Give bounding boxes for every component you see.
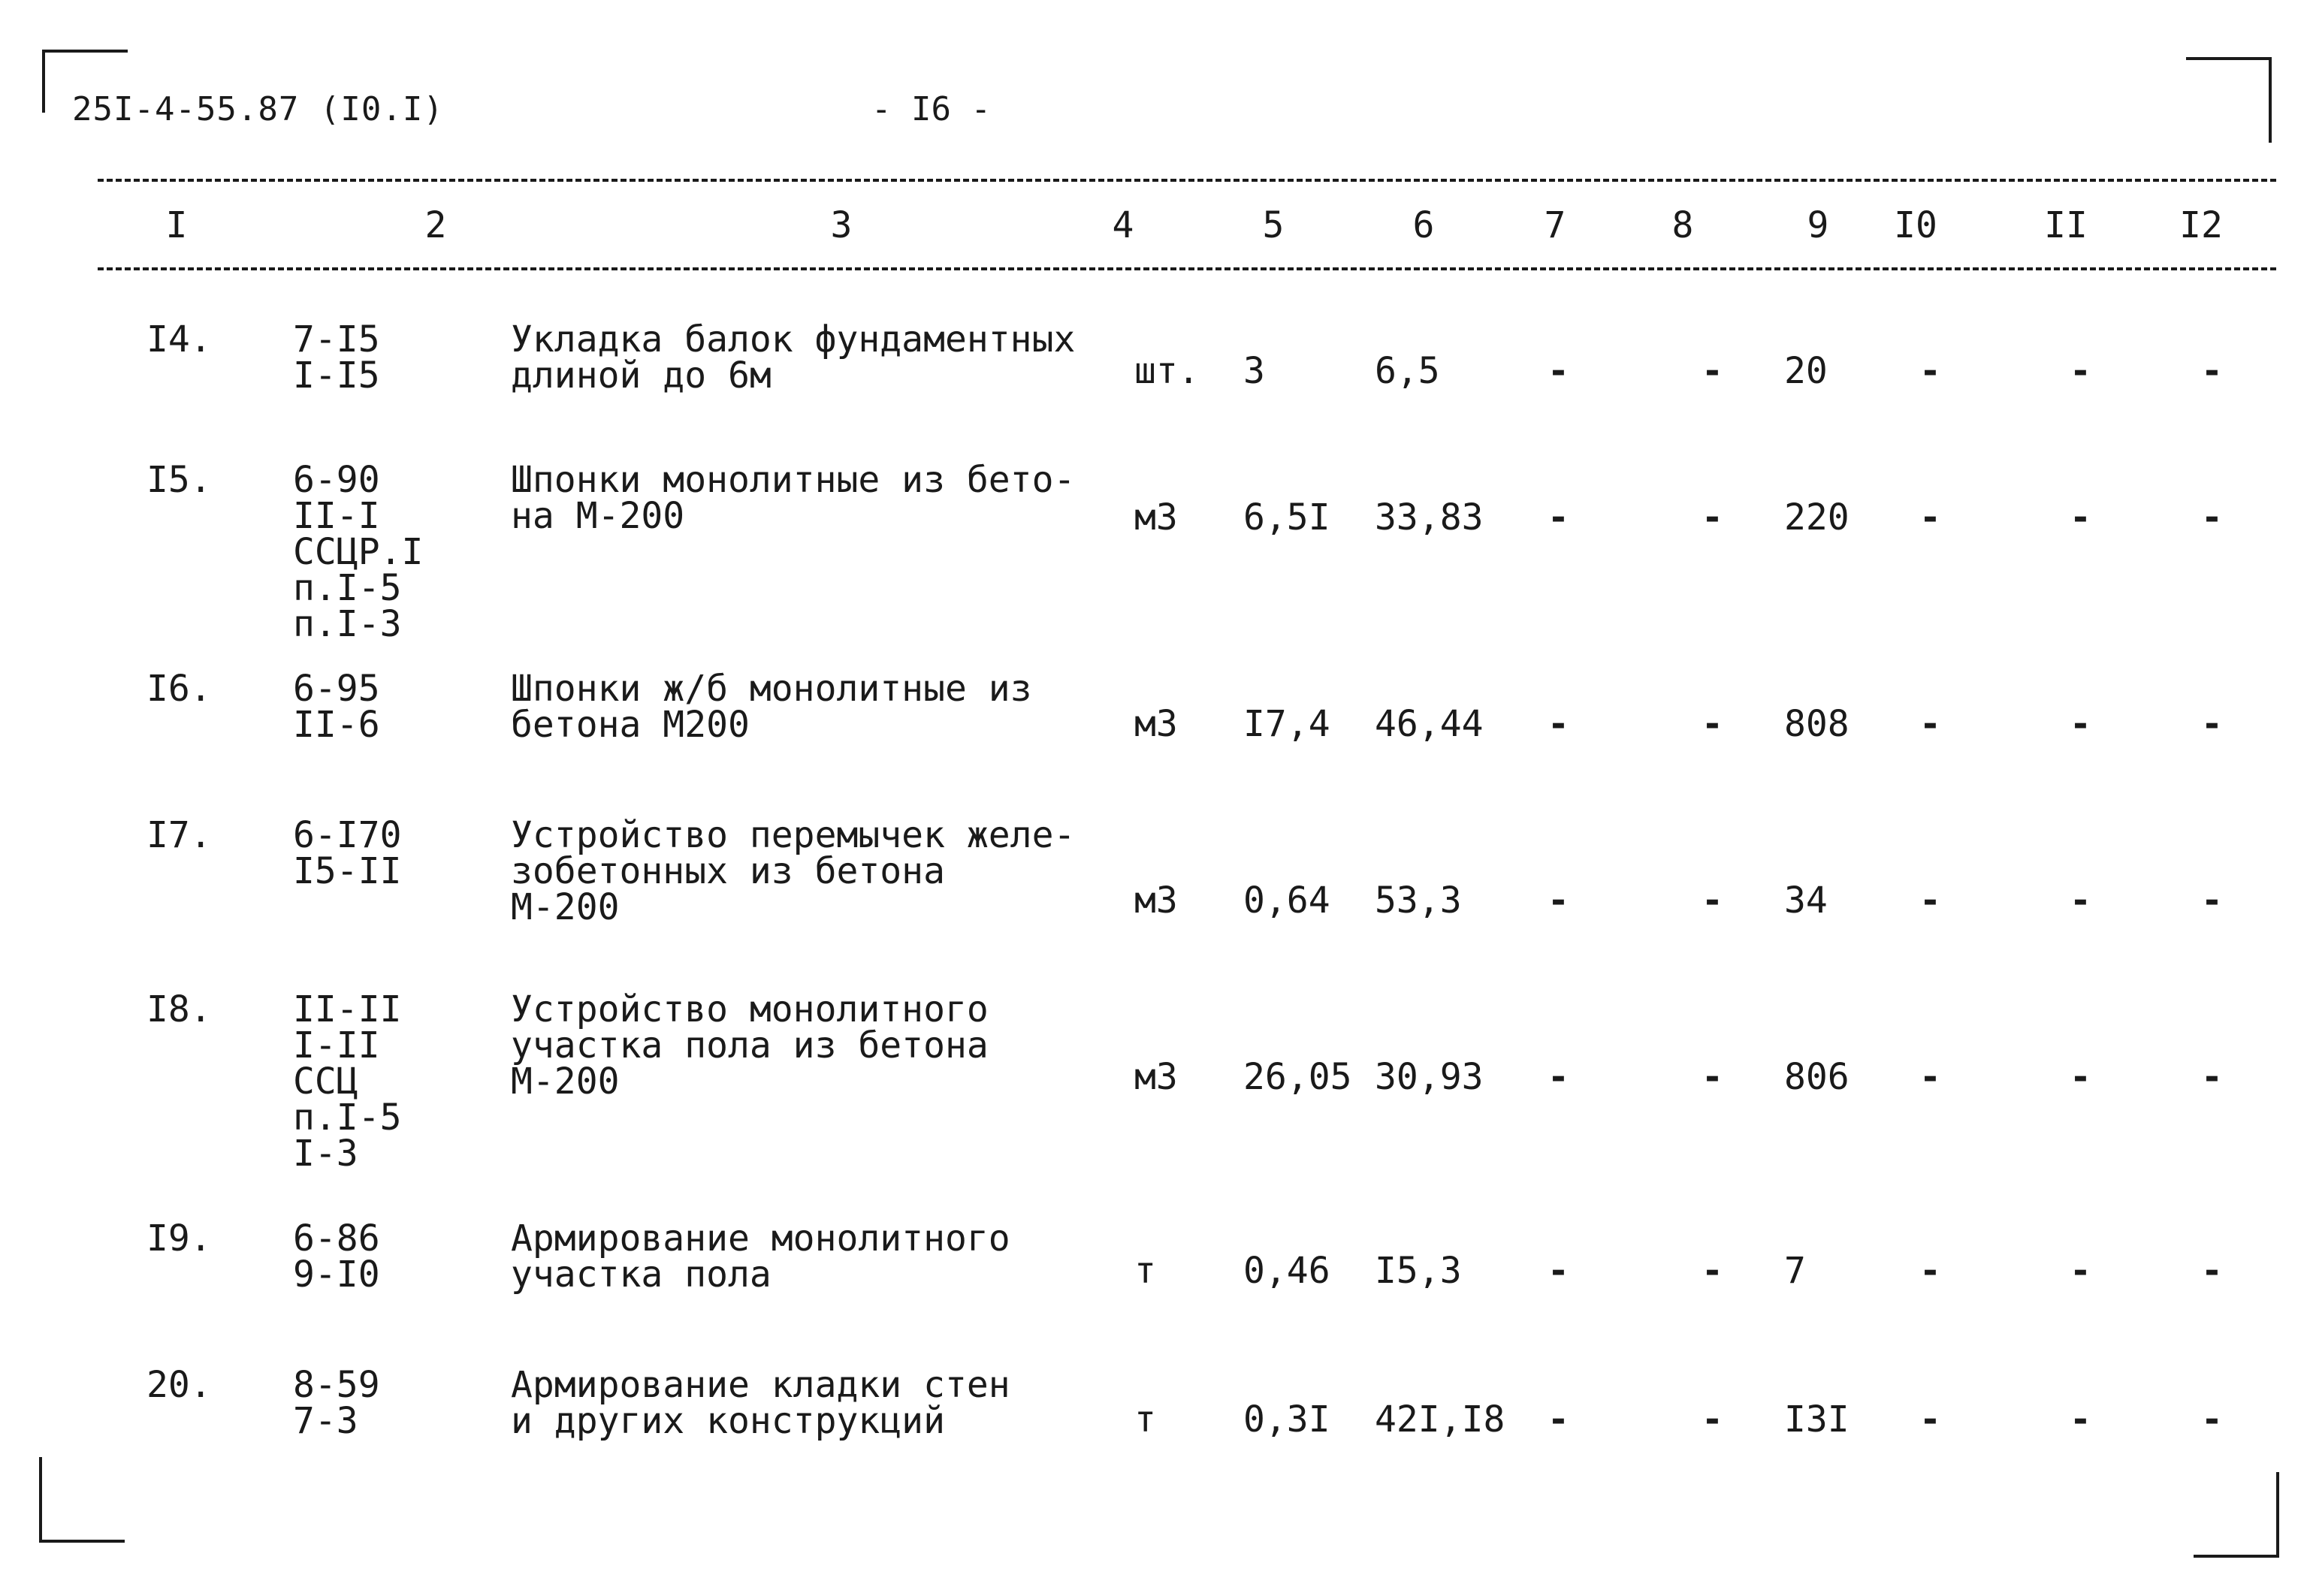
empty-cell-dash: - xyxy=(1919,879,1941,922)
quantity-value: 0,64 xyxy=(1243,879,1330,922)
empty-cell-dash: - xyxy=(1548,1056,1569,1098)
work-description-line: участка пола xyxy=(511,1254,772,1296)
unit-of-measure: м3 xyxy=(1134,496,1178,539)
empty-cell-dash: - xyxy=(2070,350,2091,392)
norm-reference-line: 6-I70 xyxy=(293,814,402,856)
empty-cell-dash: - xyxy=(1919,1398,1941,1441)
document-code: 25I-4-55.87 (I0.I) xyxy=(72,90,444,128)
norm-reference-line: 6-90 xyxy=(293,459,380,501)
empty-cell-dash: - xyxy=(2201,703,2223,745)
empty-cell-dash: - xyxy=(1702,1056,1723,1098)
empty-cell-dash: - xyxy=(1919,350,1941,392)
row-number: I5. xyxy=(146,459,212,501)
unit-cost-value: 46,44 xyxy=(1375,703,1484,745)
empty-cell-dash: - xyxy=(1548,1250,1569,1292)
unit-cost-value: 53,3 xyxy=(1375,879,1462,922)
work-description-line: М-200 xyxy=(511,1060,620,1103)
norm-reference-line: I-3 xyxy=(293,1133,358,1175)
quantity-value: 3 xyxy=(1243,350,1265,392)
table-header-bottom-rule xyxy=(98,267,2276,270)
norm-reference-line: II-II xyxy=(293,988,402,1030)
column-header-7: 7 xyxy=(1544,204,1566,246)
norm-reference-line: ССЦ xyxy=(293,1060,358,1103)
empty-cell-dash: - xyxy=(2070,703,2091,745)
work-description-line: Армирование монолитного xyxy=(511,1217,1010,1260)
total-value: 806 xyxy=(1784,1056,1850,1098)
total-value: 34 xyxy=(1784,879,1828,922)
column-header-3: 3 xyxy=(830,204,853,246)
norm-reference-line: ССЦР.I xyxy=(293,531,424,573)
corner-mark-bottom-left xyxy=(39,1457,125,1543)
column-header-5: 5 xyxy=(1262,204,1285,246)
empty-cell-dash: - xyxy=(1702,879,1723,922)
quantity-value: I7,4 xyxy=(1243,703,1330,745)
norm-reference-line: п.I-5 xyxy=(293,1097,402,1139)
unit-of-measure: м3 xyxy=(1134,879,1178,922)
empty-cell-dash: - xyxy=(2070,1250,2091,1292)
page-number: - I6 - xyxy=(871,90,991,128)
total-value: 7 xyxy=(1784,1250,1806,1292)
empty-cell-dash: - xyxy=(1548,496,1569,539)
empty-cell-dash: - xyxy=(1702,496,1723,539)
quantity-value: 26,05 xyxy=(1243,1056,1352,1098)
empty-cell-dash: - xyxy=(1702,1250,1723,1292)
unit-cost-value: I5,3 xyxy=(1375,1250,1462,1292)
empty-cell-dash: - xyxy=(1919,1056,1941,1098)
unit-cost-value: 6,5 xyxy=(1375,350,1440,392)
work-description-line: участка пола из бетона xyxy=(511,1024,989,1067)
column-header-9: 9 xyxy=(1807,204,1829,246)
norm-reference-line: 6-86 xyxy=(293,1217,380,1260)
work-description-line: Шпонки монолитные из бето- xyxy=(511,459,1076,501)
unit-of-measure: т xyxy=(1134,1398,1156,1441)
total-value: 220 xyxy=(1784,496,1850,539)
norm-reference-line: II-I xyxy=(293,495,380,537)
unit-cost-value: 30,93 xyxy=(1375,1056,1484,1098)
empty-cell-dash: - xyxy=(2070,1398,2091,1441)
empty-cell-dash: - xyxy=(2070,879,2091,922)
norm-reference-line: 7-I5 xyxy=(293,318,380,361)
work-description-line: длиной до 6м xyxy=(511,354,772,397)
empty-cell-dash: - xyxy=(2201,879,2223,922)
row-number: I6. xyxy=(146,668,212,710)
unit-cost-value: 33,83 xyxy=(1375,496,1484,539)
quantity-value: 0,3I xyxy=(1243,1398,1330,1441)
column-header-8: 8 xyxy=(1671,204,1694,246)
work-description-line: на М-200 xyxy=(511,495,685,537)
work-description-line: Устройство монолитного xyxy=(511,988,989,1030)
work-description-line: М-200 xyxy=(511,886,620,928)
unit-of-measure: шт. xyxy=(1134,350,1200,392)
empty-cell-dash: - xyxy=(2201,350,2223,392)
unit-of-measure: т xyxy=(1134,1250,1156,1292)
column-header-11: II xyxy=(2044,204,2088,246)
norm-reference-line: 9-I0 xyxy=(293,1254,380,1296)
empty-cell-dash: - xyxy=(2201,496,2223,539)
quantity-value: 0,46 xyxy=(1243,1250,1330,1292)
empty-cell-dash: - xyxy=(1919,703,1941,745)
empty-cell-dash: - xyxy=(1919,496,1941,539)
column-header-6: 6 xyxy=(1412,204,1435,246)
work-description-line: Армирование кладки стен xyxy=(511,1364,1010,1406)
column-header-1: I xyxy=(165,204,188,246)
norm-reference-line: п.I-5 xyxy=(293,567,402,609)
norm-reference-line: 7-3 xyxy=(293,1400,358,1442)
empty-cell-dash: - xyxy=(2070,1056,2091,1098)
empty-cell-dash: - xyxy=(1702,1398,1723,1441)
work-description-line: и других конструкций xyxy=(511,1400,945,1442)
norm-reference-line: I5-II xyxy=(293,850,402,892)
empty-cell-dash: - xyxy=(2070,496,2091,539)
row-number: 20. xyxy=(146,1364,212,1406)
empty-cell-dash: - xyxy=(1702,703,1723,745)
unit-of-measure: м3 xyxy=(1134,703,1178,745)
corner-mark-bottom-right xyxy=(2194,1472,2279,1558)
work-description-line: Укладка балок фундаментных xyxy=(511,318,1076,361)
column-header-10: I0 xyxy=(1894,204,1937,246)
table-header-top-rule xyxy=(98,179,2276,182)
empty-cell-dash: - xyxy=(1548,1398,1569,1441)
norm-reference-line: I-I5 xyxy=(293,354,380,397)
total-value: 808 xyxy=(1784,703,1850,745)
column-header-12: I2 xyxy=(2179,204,2223,246)
empty-cell-dash: - xyxy=(1548,879,1569,922)
empty-cell-dash: - xyxy=(2201,1056,2223,1098)
quantity-value: 6,5I xyxy=(1243,496,1330,539)
empty-cell-dash: - xyxy=(1702,350,1723,392)
work-description-line: зобетонных из бетона xyxy=(511,850,945,892)
empty-cell-dash: - xyxy=(1548,350,1569,392)
empty-cell-dash: - xyxy=(1548,703,1569,745)
row-number: I8. xyxy=(146,988,212,1030)
column-header-4: 4 xyxy=(1112,204,1134,246)
norm-reference-line: 6-95 xyxy=(293,668,380,710)
column-header-2: 2 xyxy=(424,204,447,246)
row-number: I7. xyxy=(146,814,212,856)
norm-reference-line: п.I-3 xyxy=(293,603,402,645)
empty-cell-dash: - xyxy=(2201,1250,2223,1292)
unit-cost-value: 42I,I8 xyxy=(1375,1398,1505,1441)
total-value: I3I xyxy=(1784,1398,1850,1441)
row-number: I9. xyxy=(146,1217,212,1260)
total-value: 20 xyxy=(1784,350,1828,392)
unit-of-measure: м3 xyxy=(1134,1056,1178,1098)
work-description-line: Устройство перемычек желе- xyxy=(511,814,1076,856)
empty-cell-dash: - xyxy=(2201,1398,2223,1441)
empty-cell-dash: - xyxy=(1919,1250,1941,1292)
row-number: I4. xyxy=(146,318,212,361)
norm-reference-line: I-II xyxy=(293,1024,380,1067)
norm-reference-line: II-6 xyxy=(293,704,380,746)
work-description-line: Шпонки ж/б монолитные из xyxy=(511,668,1032,710)
work-description-line: бетона М200 xyxy=(511,704,750,746)
corner-mark-top-right xyxy=(2186,57,2272,143)
norm-reference-line: 8-59 xyxy=(293,1364,380,1406)
